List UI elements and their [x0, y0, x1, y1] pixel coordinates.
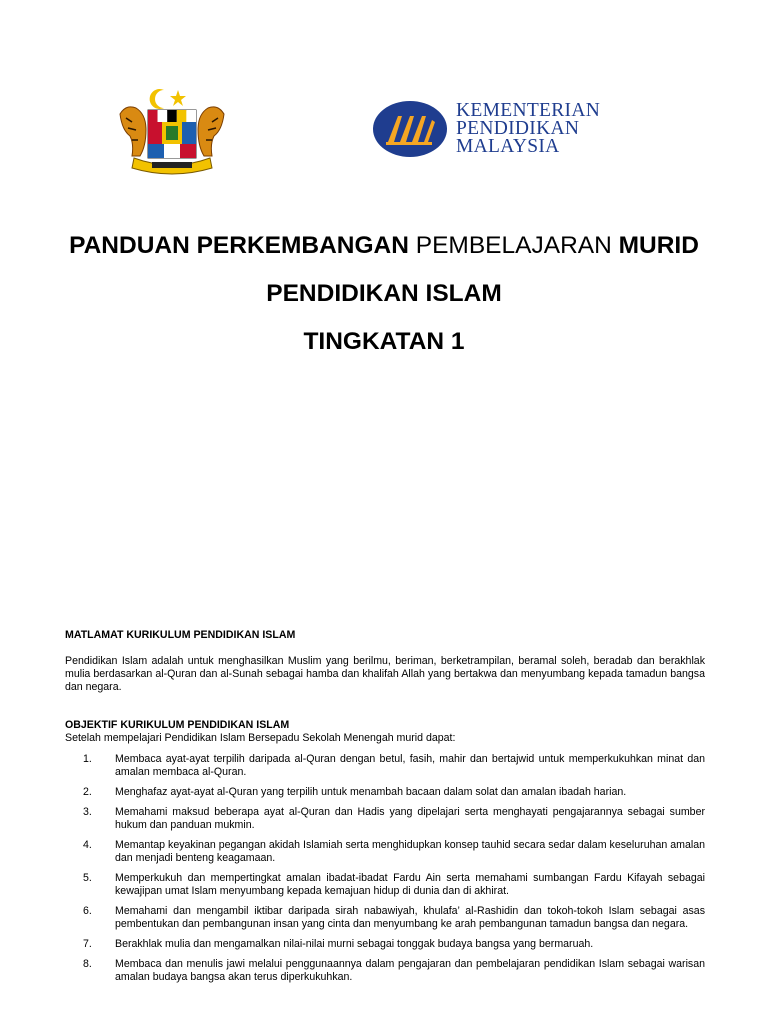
list-item	[65, 786, 705, 799]
ministry-logo	[372, 100, 642, 160]
list-item-text: Membaca dan menulis jawi melalui penggunaannya dalam pengajaran dan pembelajaran pendidikan Islam sebagai warisan amalan budaya bangsa akan terus diperkukuhkan.	[115, 958, 705, 983]
list-item-number: 2.	[83, 786, 92, 798]
malaysia-coat-of-arms-icon	[112, 86, 232, 176]
objektif-heading: OBJEKTIF KURIKULUM PENDIDIKAN ISLAM	[65, 719, 290, 731]
list-item-number: 6.	[83, 905, 92, 917]
list-item-text: Membaca ayat-ayat terpilih daripada al-Quran dengan betul, fasih, mahir dan bertajwid untuk memperkukuhkan minat dan amalan membaca al-Quran.	[115, 753, 705, 778]
list-item-text: Memahami dan mengambil iktibar daripada sirah nabawiyah, khulafa’ al-Rashidin dan tokoh-tokoh Islam sebagai asas pembentukan dan pembangunan insan yang cinta dan menyumbang ke arah pembangunan tamadun bangsa dan negara.	[115, 905, 705, 930]
title-line-1-end: MURID	[611, 232, 699, 259]
matlamat-paragraph: Pendidikan Islam adalah untuk menghasilkan Muslim yang berilmu, beriman, berketrampilan, beramal soleh, beradab dan berakhlak mulia berdasarkan al-Quran dan al-Sunah sebagai hamba dan khalifah Allah yang bertakwa dan menyumbang kepada tamadun bangsa dan negara.	[65, 655, 705, 693]
title-line-1	[0, 232, 768, 260]
list-item-text: Memantap keyakinan pegangan akidah Islamiah serta menghidupkan konsep tauhid secara sedar dalam keseluruhan amalan dan menjadi benteng keagamaan.	[115, 839, 705, 864]
list-item-number: 1.	[83, 753, 92, 765]
matlamat-heading: MATLAMAT KURIKULUM PENDIDIKAN ISLAM	[65, 629, 296, 641]
document-body	[65, 629, 705, 991]
ministry-name	[456, 102, 600, 156]
ministry-line-2: PENDIDIKAN	[456, 118, 580, 139]
list-item	[65, 753, 705, 779]
list-item-number: 8.	[83, 958, 92, 970]
list-item-text: Menghafaz ayat-ayat al-Quran yang terpilih untuk menambah bacaan dalam solat dan amalan ibadah harian.	[115, 786, 627, 798]
kpm-emblem-icon	[372, 100, 448, 158]
title-line-3: TINGKATAN 1	[303, 328, 465, 355]
list-item	[65, 958, 705, 984]
title-line-1-start: PANDUAN PERKEMBANGAN	[69, 232, 416, 259]
list-item-number: 7.	[83, 938, 92, 950]
objektif-list	[65, 753, 705, 984]
list-item	[65, 938, 705, 951]
list-item-text: Memahami maksud beberapa ayat al-Quran dan Hadis yang dipelajari serta menghayati pengajarannya sebagai sumber hukum dan panduan mukmin.	[115, 806, 705, 831]
list-item	[65, 839, 705, 865]
list-item	[65, 872, 705, 898]
list-item	[65, 905, 705, 931]
ministry-line-1: KEMENTERIAN	[456, 100, 601, 121]
list-item-text: Memperkukuh dan mempertingkat amalan ibadat-ibadat Fardu Ain serta memahami sumbangan Fardu Kifayah sebagai kewajipan umat Islam menyumbang kepada kemajuan hidup di dunia dan di akhirat.	[115, 872, 705, 897]
title-line-1-mid: PEMBELAJARAN	[415, 232, 612, 259]
list-item-number: 4.	[83, 839, 92, 851]
list-item-number: 5.	[83, 872, 92, 884]
document-title	[0, 232, 768, 376]
title-line-2: PENDIDIKAN ISLAM	[266, 280, 502, 307]
list-item	[65, 806, 705, 832]
ministry-line-3: MALAYSIA	[456, 136, 560, 157]
list-item-text: Berakhlak mulia dan mengamalkan nilai-nilai murni sebagai tonggak budaya bangsa yang bermaruah.	[115, 938, 594, 950]
objektif-intro: Setelah mempelajari Pendidikan Islam Bersepadu Sekolah Menengah murid dapat:	[65, 732, 456, 744]
list-item-number: 3.	[83, 806, 92, 818]
